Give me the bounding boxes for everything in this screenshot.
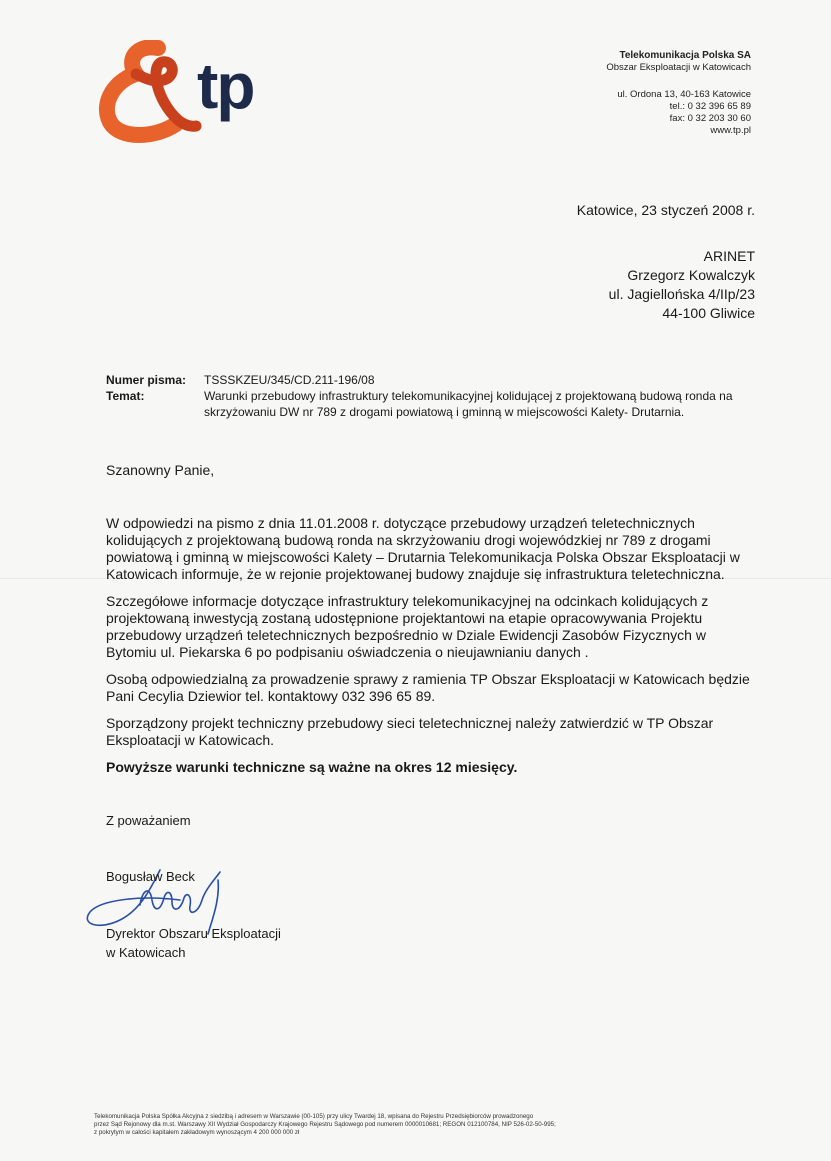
signer-title-line-1: Dyrektor Obszaru Eksploatacji (106, 926, 281, 941)
subject-label: Temat: (106, 389, 145, 403)
closing-regards: Z poważaniem (106, 813, 191, 828)
footer-line-3: z pokrytym w całości kapitałem zakładowym wynoszącym 4 200 000 000 zł (94, 1129, 300, 1136)
body-paragraph-2: Szczegółowe informacje dotyczące infrastruktury telekomunikacyjnej na odcinkach kolidujących z projektowaną inwestycją zostaną udostępnione projektantowi na etapie opracowywania Projektu przebudowy urządzeń teletechnicznych bezpośrednio w Dziale Ewidencji Zasobów Fizycznych w Bytomiu ul. Piekarska 6 po podpisaniu oświadczenia o nieujawnianiu danych . (106, 593, 709, 660)
company-header (606, 50, 751, 137)
company-name: Telekomunikacja Polska SA (619, 50, 751, 61)
body-paragraph-1: W odpowiedzi na pismo z dnia 11.01.2008 r. dotyczące przebudowy urządzeń teletechnicznych kolidujących z projektowaną budową ronda na skrzyżowaniu drogi wojewódzkiej nr 789 z drogami powiatową i gminną w miejscowości Kalety – Drutarnia Telekomunikacja Polska Obszar Eksploatacji w Katowicach informuje, że w rejonie projektowanej budowy znajduje się infrastruktura teletechniczna. (106, 515, 740, 582)
company-address: ul. Ordona 13, 40-163 Katowice (617, 89, 751, 100)
signer-title-line-2: w Katowicach (106, 945, 186, 960)
logo-wordmark: tp (197, 50, 254, 122)
validity-notice: Powyższe warunki techniczne są ważne na okres 12 miesięcy. (106, 759, 518, 775)
company-division: Obszar Eksploatacji w Katowicach (606, 62, 751, 73)
letter-date: Katowice, 23 styczeń 2008 r. (576, 202, 755, 218)
legal-footer (94, 1113, 734, 1137)
letter-body (106, 462, 756, 786)
number-label: Numer pisma: (106, 373, 187, 387)
company-phone: tel.: 0 32 396 65 89 (669, 101, 751, 112)
number-value: TSSSKZEU/345/CD.211-196/08 (204, 373, 375, 387)
subject-value: Warunki przebudowy infrastruktury telekomunikacyjnej kolidującej z projektowaną budową ronda na skrzyżowaniu DW nr 789 z drogami powiatową i gminną w miejscowości Kalety- Drutarnia. (204, 389, 733, 419)
body-paragraph-3: Osobą odpowiedzialną za prowadzenie sprawy z ramienia TP Obszar Eksploatacji w Katowicach będzie Pani Cecylia Dziewior tel. kontaktowy 032 396 65 89. (106, 671, 750, 704)
signer-name: Bogusław Beck (106, 869, 195, 884)
recipient-street: ul. Jagiellońska 4/IIp/23 (608, 286, 755, 302)
footer-line-1: Telekomunikacja Polska Spółka Akcyjna z siedzibą i adresem w Warszawie (00-105) przy ulicy Twardej 18, wpisana do Rejestru Przedsiębiorców prowadzonego (94, 1113, 534, 1120)
paper-fold-line (0, 578, 831, 579)
company-website: www.tp.pl (710, 125, 751, 136)
recipient-person: Grzegorz Kowalczyk (627, 267, 755, 283)
recipient-city: 44-100 Gliwice (662, 305, 755, 321)
letter-meta (106, 372, 764, 420)
salutation: Szanowny Panie, (106, 462, 215, 478)
recipient-block (609, 247, 755, 323)
signer-title (106, 924, 281, 962)
recipient-company: ARINET (703, 248, 755, 264)
company-fax: fax: 0 32 203 30 60 (669, 113, 751, 124)
footer-line-2: przez Sąd Rejonowy dla m.st. Warszawy XII Wydział Gospodarczy Krajowego Rejestru Sądowego pod numerem 0000010681; REGON 012100784, NIP 526-02-50-995; (94, 1121, 556, 1128)
body-paragraph-4: Sporządzony projekt techniczny przebudowy sieci teletechnicznej należy zatwierdzić w TP Obszar Eksploatacji w Katowicach. (106, 715, 714, 748)
